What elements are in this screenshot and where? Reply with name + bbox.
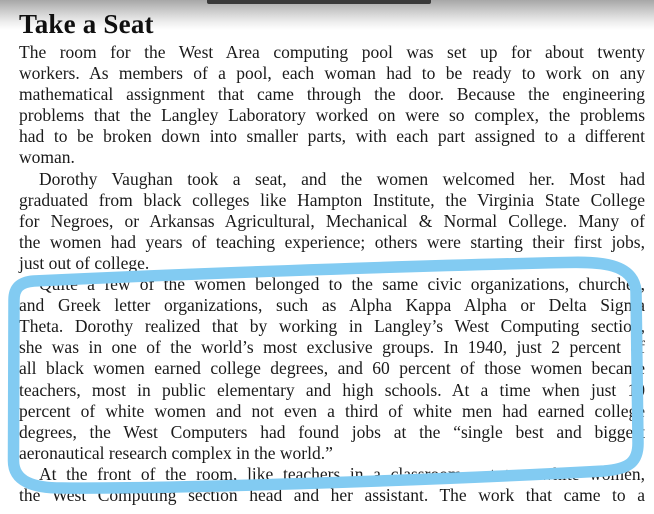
text-line: aeronautical research complex in the world.” [19, 442, 333, 463]
top-bar-fragment[interactable] [207, 0, 431, 4]
text-line: problems that the Langley Laboratory worked on were so complex, the problems [19, 105, 645, 126]
text-line: the women had years of teaching experience; others were starting their first jobs, [19, 231, 645, 252]
text-line: workers. As members of a pool, each woman had to be ready to work on any [19, 63, 645, 84]
text-line: mathematical assignment that came through the door. Because the engineering [19, 84, 645, 105]
text-line: had to be broken down into smaller parts, with each part assigned to a different [19, 126, 645, 147]
text-line: woman. [19, 147, 75, 168]
text-line: she was in one of the world’s most exclusive groups. In 1940, just 2 percent of [19, 337, 645, 358]
text-line: the West Computing section head and her assistant. The work that came to a [19, 484, 645, 505]
text-line: Quite a few of the women belonged to the same civic organizations, churches, [39, 274, 645, 295]
text-line: for Negroes, or Arkansas Agricultural, Mechanical & Normal College. Many of [19, 210, 645, 231]
text-line: all black women earned college degrees, and 60 percent of those women became [19, 358, 645, 379]
text-line: At the front of the room, like teachers in a classroom, sat two white women, [39, 463, 645, 484]
text-line: just out of college. [19, 252, 150, 273]
text-line: graduated from black colleges like Hampton Institute, the Virginia State College [19, 189, 645, 210]
text-line: percent of white women and not even a third of white men had earned college [19, 400, 645, 421]
text-line: Dorothy Vaughan took a seat, and the women welcomed her. Most had [39, 168, 645, 189]
chapter-title: Take a Seat [19, 9, 154, 39]
text-line: The room for the West Area computing pool was set up for about twenty [19, 42, 645, 62]
text-line: degrees, the West Computers had found jobs at the “single best and biggest [19, 421, 645, 442]
text-line: Theta. Dorothy realized that by working in Langley’s West Computing section, [19, 316, 645, 337]
page-text [19, 42, 645, 506]
text-line: teachers, most in public elementary and high schools. At a time when just 10 [19, 379, 645, 400]
text-line: and Greek letter organizations, such as Alpha Kappa Alpha or Delta Sigma [19, 295, 645, 316]
